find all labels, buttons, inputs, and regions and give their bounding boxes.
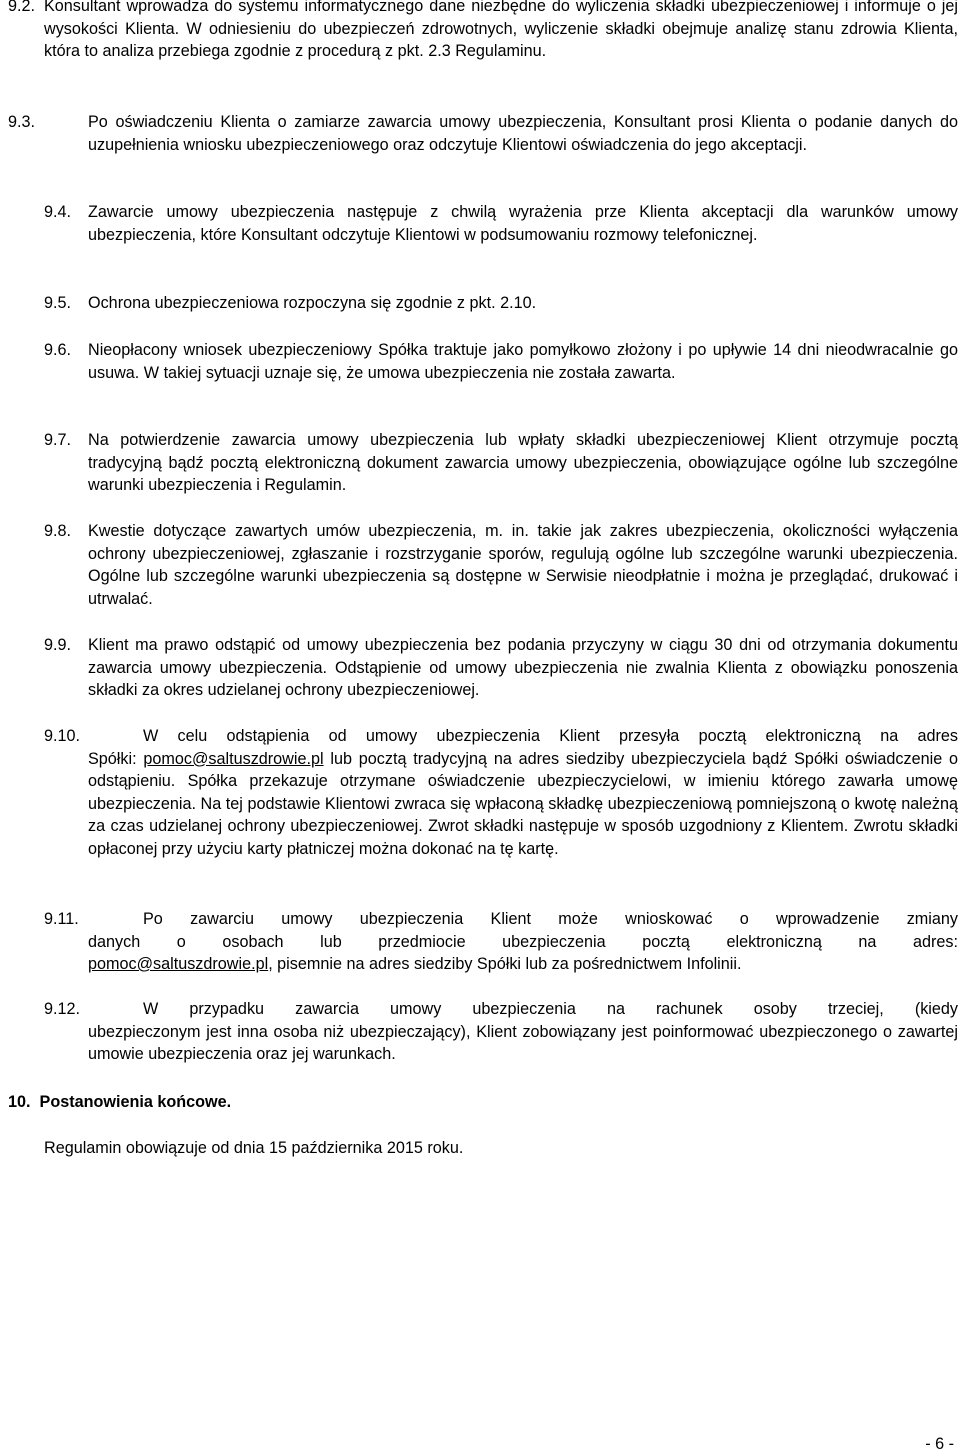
paragraph-first-line: Po zawarciu umowy ubezpieczenia Klient może wnioskować o wprowadzenie zmiany [143,910,958,928]
paragraph-first-line: W celu odstąpienia od umowy ubezpieczenia Klient przesyła pocztą elektroniczną na adres [143,727,958,745]
paragraph-number: 9.8. [44,522,72,540]
paragraph-9-10 [8,725,958,860]
paragraph-second-line: danych o osobach lub przedmiocie ubezpieczenia pocztą elektroniczną na adres: [88,932,958,951]
paragraph-text: Na potwierdzenie zawarcia umowy ubezpieczenia lub wpłaty składki ubezpieczeniowej Klient otrzymuje pocztą tradycyjną bądź pocztą elektroniczną dokument zawarcia umowy ubezpieczenia, obowiązujące ogólne lub szczególne warunki ubezpieczenia i Regulamin. [88,431,958,494]
closing-statement: Regulamin obowiązuje od dnia 15 października 2015 roku. [44,1139,464,1157]
paragraph-number: 9.5. [44,294,72,312]
paragraph-9-12 [8,998,958,1066]
paragraph-text-post: lub pocztą tradycyjną na adres siedziby ubezpieczyciela bądź Spółki oświadczenie o odstąpieniu. Spółka przekazuje otrzymane oświadczenie ubezpieczycielowi, w imieniu którego zawarła umowę ubezpieczenia. Na tej podstawie Klientowi zwraca się wpłaconą składkę ubezpieczeniową pomniejszoną o kwotę należną za czas udzielanej ochrony ubezpieczeniowej. Zwrot składki następuje w sposób uzgodniony z Klientem. Zwrotu składki opłaconej przy użyciu karty płatniczej można dokonać na tę kartę. [88,749,958,858]
paragraph-9-6 [8,339,958,384]
paragraph-text: Kwestie dotyczące zawartych umów ubezpieczenia, m. in. takie jak zakres ubezpieczenia, okoliczności wyłączenia ochrony ubezpieczeniowej, zgłaszanie i rozstrzyganie sporów, regulują ogólne lub szczególne warunki ubezpieczenia. Ogólne lub szczególne warunki ubezpieczenia są dostępne w Serwisie nieodpłatnie i można je przeglądać, drukować i utrwalać. [88,522,958,608]
paragraph-number: 9.7. [44,431,72,449]
paragraph-number: 9.2. [8,0,36,15]
paragraph-text: Nieopłacony wniosek ubezpieczeniowy Spółka traktuje jako pomyłkowo złożony i po upływie 14 dni nieodwracalnie go usuwa. W takiej sytuacji uznaje się, że umowa ubezpieczenia nie została zawarta. [88,341,958,382]
paragraph-9-11 [8,908,958,976]
section-title: Postanowienia końcowe. [39,1093,232,1111]
paragraph-number: 9.12. [44,1000,81,1018]
page-number: - 6 - [925,1435,954,1453]
paragraph-number: 9.10. [44,727,81,745]
paragraph-9-5 [8,292,958,315]
section-heading-10 [8,1091,231,1114]
paragraph-text-pre: Spółki: [88,749,137,768]
paragraph-number: 9.9. [44,636,72,654]
paragraph-text: Zawarcie umowy ubezpieczenia następuje z chwilą wyrażenia prze Klienta akceptacji dla warunków umowy ubezpieczenia, które Konsultant odczytuje Klientowi w podsumowaniu rozmowy telefonicznej. [88,203,958,244]
paragraph-text: Klient ma prawo odstąpić od umowy ubezpieczenia bez podania przyczyny w ciągu 30 dni od otrzymania dokumentu zawarcia umowy ubezpieczenia. Odstąpienie od umowy ubezpieczenia nie zwalnia Klienta z obowiązku ponoszenia składki za okres udzielanej ochrony ubezpieczeniowej. [88,636,958,699]
paragraph-text: Ochrona ubezpieczeniowa rozpoczyna się zgodnie z pkt. 2.10. [88,294,537,312]
paragraph-text: ubezpieczonym jest inna osoba niż ubezpieczający), Klient zobowiązany jest poinformować ubezpieczonego o zawartej umowie ubezpieczenia oraz jej warunkach. [88,1022,958,1063]
email-link[interactable]: pomoc@saltuszdrowie.pl [143,749,324,768]
paragraph-number: 9.11. [44,910,79,928]
paragraph-9-9 [8,634,958,702]
paragraph-first-line: W przypadku zawarcia umowy ubezpieczenia na rachunek osoby trzeciej, (kiedy [143,1000,958,1018]
paragraph-number: 9.4. [44,203,72,221]
paragraph-number: 9.3. [8,113,36,131]
email-link[interactable]: pomoc@saltuszdrowie.pl [88,955,269,973]
paragraph-number: 9.6. [44,341,72,359]
paragraph-text-post: , pisemnie na adres siedziby Spółki lub za pośrednictwem Infolinii. [268,955,742,973]
paragraph-text: Konsultant wprowadza do systemu informatycznego dane niezbędne do wyliczenia składki ubezpieczeniowej i informuje o jej wysokości Klienta. W odniesieniu do ubezpieczeń zdrowotnych, wyliczenie składki obejmuje analizę stanu zdrowia Klienta, która to analiza przebiega zgodnie z procedurą z pkt. 2.3 Regulaminu. [44,0,958,60]
paragraph-text [8,953,958,976]
section-number: 10. [8,1093,31,1111]
paragraph-9-4 [8,201,958,246]
paragraph-9-8 [8,520,958,610]
paragraph-text: Po oświadczeniu Klienta o zamiarze zawarcia umowy ubezpieczenia, Konsultant prosi Klienta o podanie danych do uzupełnienia wniosku ubezpieczeniowego oraz odczytuje Klientowi oświadczenia do jego akceptacji. [88,113,958,154]
paragraph-9-2 [8,0,958,63]
paragraph-text [8,748,958,861]
paragraph-9-7 [8,429,958,497]
paragraph-9-3 [8,111,958,156]
